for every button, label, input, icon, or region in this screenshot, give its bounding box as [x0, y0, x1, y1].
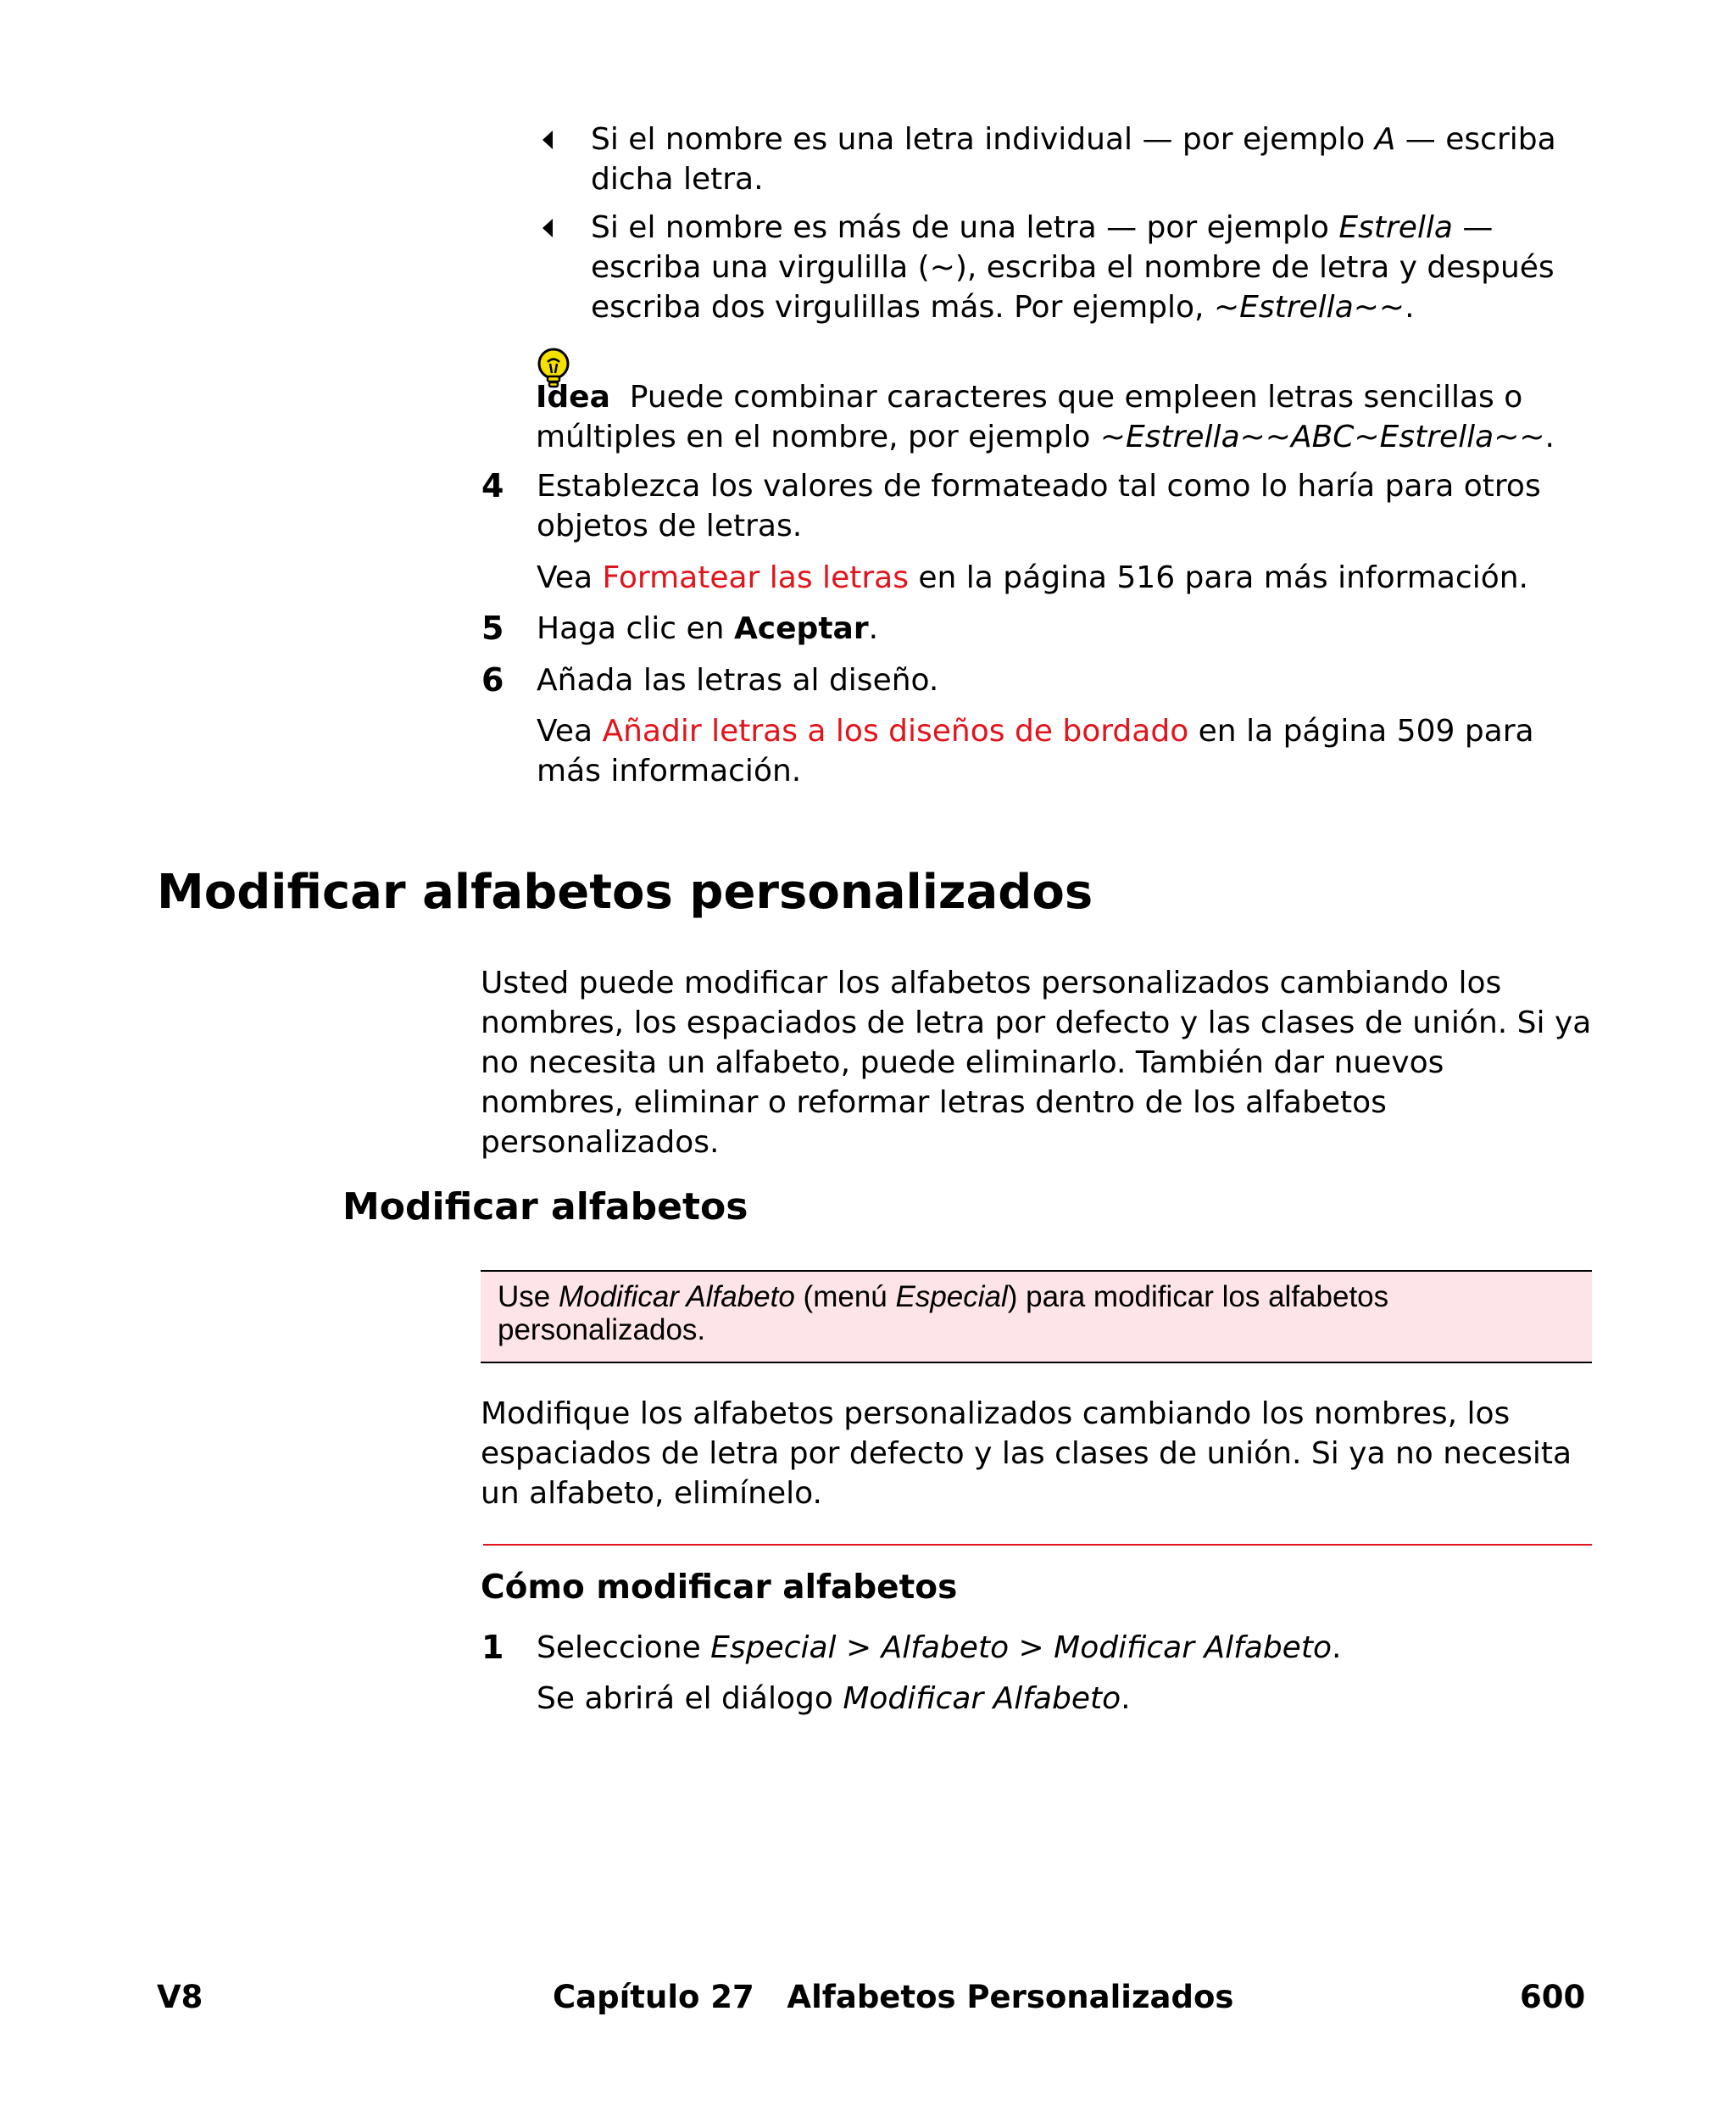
- step-reference: Vea Formatear las letras en la página 516 para más información.: [537, 560, 1528, 595]
- bullet-text: Si el nombre es más de una letra — por ejemplo Estrella — escriba una virgulilla (~), escriba el nombre de letra y después escriba dos virgulillas más. Por ejemplo, ~Estrella~~.: [591, 210, 1555, 325]
- procedure-title: Cómo modificar alfabetos: [481, 1568, 958, 1607]
- link-anadir-letras[interactable]: Añadir letras a los diseños de bordado: [602, 714, 1189, 749]
- footer-version: V8: [157, 1979, 203, 2015]
- idea-tip: Idea Puede combinar caracteres que empleen letras sencillas o múltiples en el nombre, por ejemplo ~Estrella~~ABC~Estrella~~.: [536, 380, 1555, 454]
- note-box: [481, 1270, 1592, 1363]
- section-intro: Usted puede modificar los alfabetos personalizados cambiando los nombres, los espaciados de letra por defecto y las clases de unión. Si ya no necesita un alfabeto, puede eliminarlo. También dar nuevos nombres, eliminar o reformar letras dentro de los alfabetos personalizados.: [481, 966, 1592, 1160]
- note-text: Use Modificar Alfabeto (menú Especial) para modificar los alfabetos personalizados.: [498, 1280, 1389, 1346]
- idea-label: Idea: [536, 380, 610, 415]
- subsection-body: Modifique los alfabetos personalizados cambiando los nombres, los espaciados de letra por defecto y las clases de unión. Si ya no necesita un alfabeto, elimínelo.: [481, 1396, 1572, 1511]
- step-number: 6: [481, 661, 504, 699]
- step-number: 1: [481, 1629, 504, 1666]
- triangle-bullet-icon: [542, 131, 553, 149]
- bullet-text: Si el nombre es una letra individual — por ejemplo A — escriba dicha letra.: [591, 122, 1556, 197]
- step-number: 5: [481, 610, 504, 647]
- section-divider: [483, 1544, 1592, 1546]
- step-text: Haga clic en Aceptar.: [537, 611, 879, 646]
- step-result: Se abrirá el diálogo Modificar Alfabeto.: [537, 1681, 1131, 1716]
- footer-page-number: 600: [1520, 1979, 1586, 2015]
- subsection-title: Modificar alfabetos: [342, 1185, 748, 1228]
- triangle-bullet-icon: [542, 219, 553, 237]
- section-title: Modificar alfabetos personalizados: [157, 865, 1093, 920]
- footer-chapter: Capítulo 27 Alfabetos Personalizados: [553, 1979, 1234, 2015]
- step-text: Establezca los valores de formateado tal como lo haría para otros objetos de letras.: [537, 469, 1541, 543]
- link-formatear-letras[interactable]: Formatear las letras: [602, 560, 909, 595]
- step-text: Seleccione Especial > Alfabeto > Modificar Alfabeto.: [537, 1630, 1342, 1665]
- step-text: Añada las letras al diseño.: [537, 663, 939, 698]
- step-number: 4: [481, 467, 504, 504]
- step-reference: Vea Añadir letras a los diseños de bordado en la página 509 para más información.: [537, 714, 1534, 788]
